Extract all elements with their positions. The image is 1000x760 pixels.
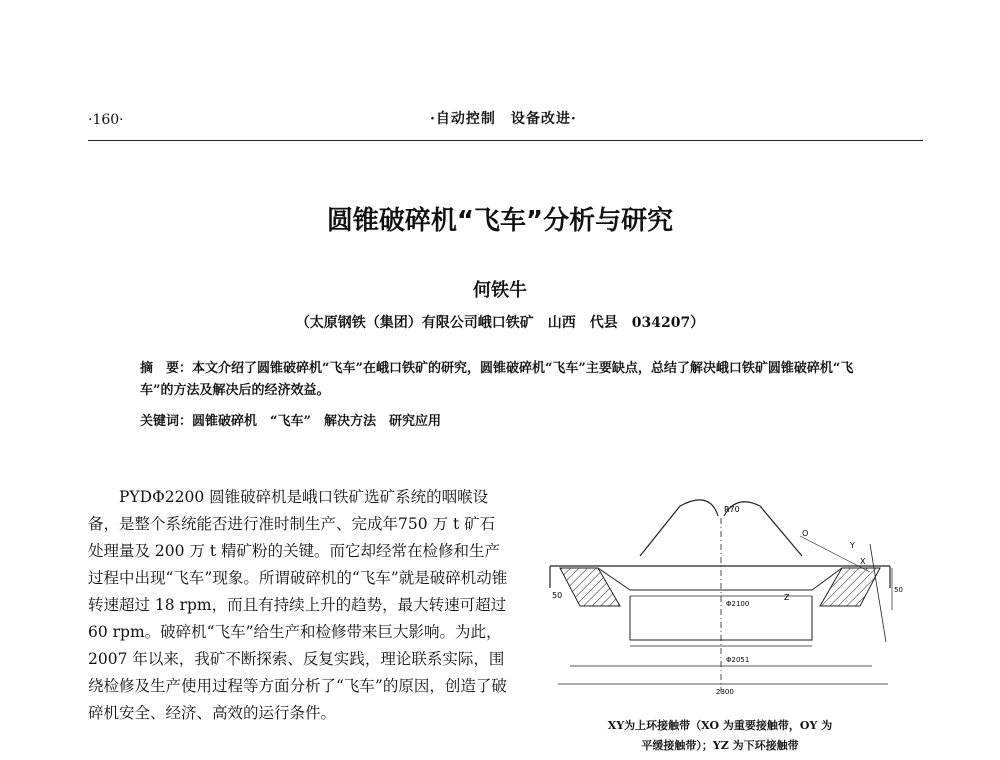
- label-y: Y: [850, 541, 855, 550]
- label-x: X: [860, 557, 866, 566]
- label-left: 50: [552, 591, 563, 600]
- contact-line: [870, 544, 886, 642]
- article-affiliation: （太原钢铁（集团）有限公司峨口铁矿 山西 代县 034207）: [295, 315, 705, 331]
- body-paragraph: PYDΦ2200 圆锥破碎机是峨口铁矿选矿系统的咽喉设备，是整个系统能否进行准时制生产、完成年750 万 t 矿石处理量及 200 万 t 精矿粉的关键。而它却经常在检修和生产过程中出现“飞车”现象。所谓破碎机的“飞车”就是破碎机动锥转速超过 18 rpm，而且有持续上升的趋势，最大转速可超过 60 rpm。破碎机“飞车”给生产和检修带来巨大影响。为此，2007 年以来，我矿不断探索、反复实践，理论联系实际，围绕检修及生产使用过程等方面分析了“飞车”的原因，创造了破碎机安全、经济、高效的运行条件。: [88, 488, 508, 722]
- left-liner: [560, 568, 620, 606]
- label-center: Φ2100: [726, 600, 750, 608]
- label-top: R70: [724, 505, 740, 514]
- figure-caption-line2: 平缓接触带）；YZ 为下环接触带: [641, 739, 799, 752]
- cone-top-left-line: [640, 500, 718, 556]
- keywords: 关键词：圆锥破碎机 “飞车” 解决方法 研究应用: [140, 414, 441, 429]
- label-right: 50: [894, 586, 903, 594]
- section-header: ·自动控制 设备改进·: [430, 111, 577, 127]
- abstract-text: 摘 要：本文介绍了圆锥破碎机“飞车”在峨口铁矿的研究，圆锥破碎机“飞车”主要缺点，总结了解决峨口铁矿圆锥破碎机“飞车”的方法及解决后的经济效益。: [140, 361, 854, 398]
- article-author: 何铁牛: [473, 280, 527, 301]
- header-rule: [88, 140, 923, 141]
- label-z: Z: [784, 593, 790, 602]
- right-liner: [820, 568, 880, 606]
- label-bottom: Φ2051: [726, 656, 750, 664]
- body-text: [88, 484, 508, 727]
- article-title: 圆锥破碎机“飞车”分析与研究: [326, 206, 674, 236]
- label-o: O: [802, 529, 809, 538]
- crusher-diagram: [540, 488, 903, 710]
- page-number: ·160·: [88, 112, 124, 128]
- figure-caption: [560, 716, 880, 756]
- abstract: [140, 358, 880, 402]
- figure-caption-line1: XY为上环接触带（XO 为重要接触带，OY 为: [607, 719, 833, 732]
- label-width: 2300: [716, 688, 734, 696]
